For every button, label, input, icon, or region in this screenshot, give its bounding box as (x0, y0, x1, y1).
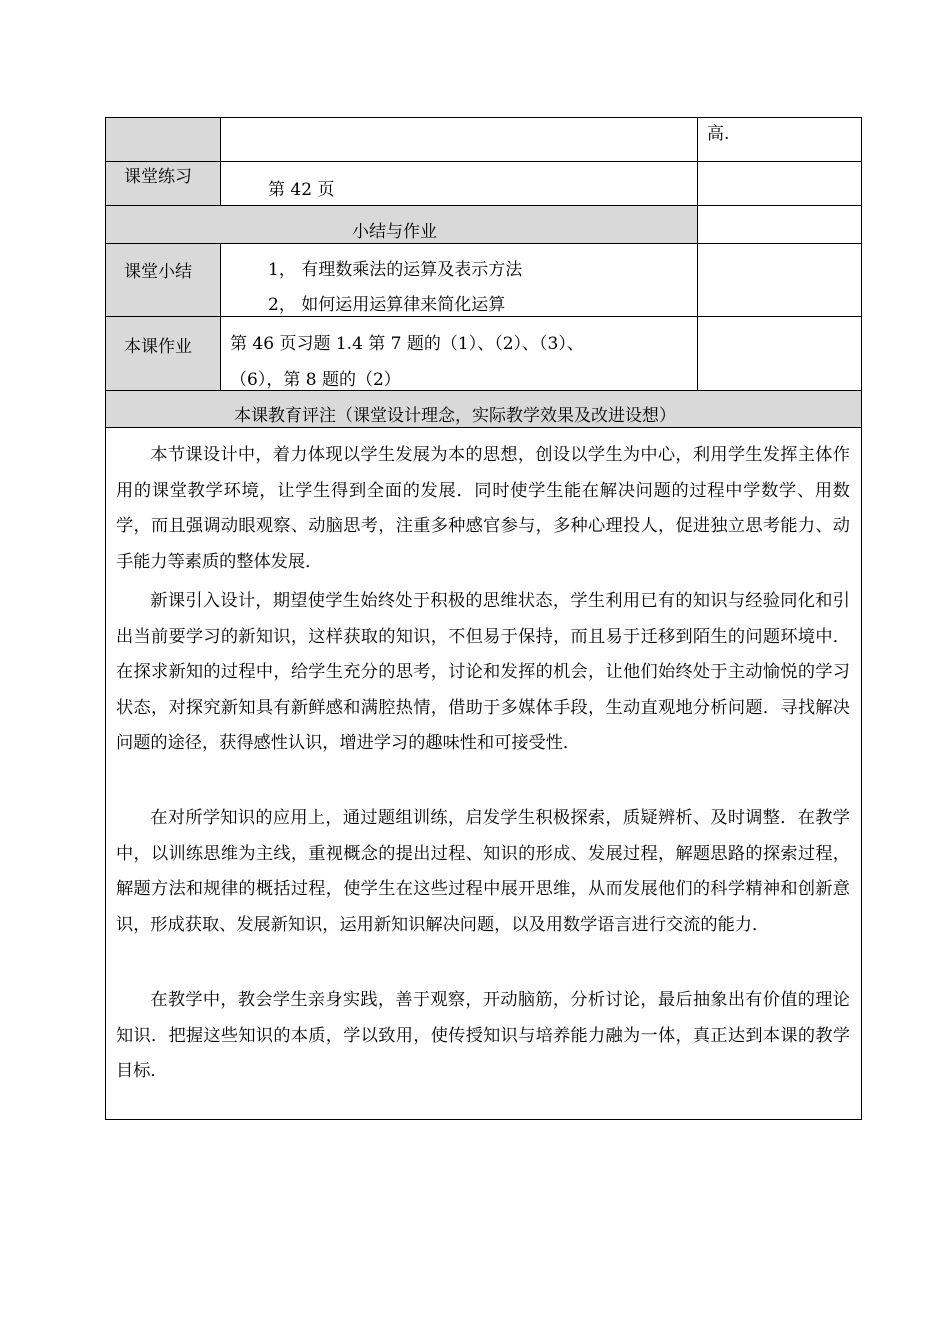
homework-right-cell (697, 316, 862, 391)
practice-content: 第 42 页 (268, 180, 335, 200)
review-paragraph-2: 新课引入设计，期望使学生始终处于积极的思维状态，学生利用已有的知识与经验同化和引出当前要学习的新知识，这样获取的知识，不但易于保持，而且易于迁移到陌生的问题环境中．在探求新知的过程中，给学生充分的思考，讨论和发挥的机会，让他们始终处于主动愉悦的学习状态，对探究新知具有新鲜感和满腔热情，借助于多媒体手段，生动直观地分析问题．寻找解决问题的途径，获得感性认识，增进学习的趣味性和可接受性． (116, 591, 850, 753)
homework-line-2: （6），第 8 题的（2） (230, 370, 401, 390)
practice-right-cell (697, 161, 862, 206)
practice-label: 课堂练习 (124, 167, 192, 187)
row1-content-cell (220, 117, 698, 162)
review-header: 本课教育评注（课堂设计理念，实际教学效果及改进设想） (234, 406, 676, 426)
review-paragraph-4: 在教学中，教会学生亲身实践，善于观察，开动脑筋，分析讨论，最后抽象出有价值的理论知识．把握这些知识的本质，学以致用，使传授知识与培养能力融为一体，真正达到本课的教学目标． (116, 990, 850, 1081)
row1-label-cell (105, 117, 221, 162)
review-paragraph-1: 本节课设计中，着力体现以学生发展为本的思想，创设以学生为中心，利用学生发挥主体作用的课堂教学环境，让学生得到全面的发展．同时使学生能在解决问题的过程中学数学、用数学，而且强调动眼观察、动脑思考，注重多种感官参与，多种心理投人，促进独立思考能力、动手能力等素质的整体发展． (116, 445, 850, 572)
review-paragraph-3: 在对所学知识的应用上，通过题组训练，启发学生积极探索，质疑辨析、及时调整．在教学中，以训练思维为主线，重视概念的提出过程、知识的形成、发展过程，解题思路的探索过程，解题方法和规律的概括过程，使学生在这些过程中展开思维，从而发展他们的科学精神和创新意识，形成获取、发展新知识，运用新知识解决问题，以及用数学语言进行交流的能力． (116, 808, 850, 935)
header-right-cell (697, 205, 862, 244)
summary-label: 课堂小结 (124, 262, 192, 282)
summary-right-cell (697, 243, 862, 317)
row1-right-text: 高. (707, 124, 730, 144)
summary-item-1: 1， 有理数乘法的运算及表示方法 (268, 260, 523, 280)
homework-line-1: 第 46 页习题 1.4 第 7 题的（1）、（2）、（3）、 (230, 334, 584, 354)
homework-label: 本课作业 (124, 337, 192, 357)
summary-item-2: 2， 如何运用运算律来简化运算 (268, 295, 506, 315)
summary-homework-header: 小结与作业 (352, 222, 437, 242)
